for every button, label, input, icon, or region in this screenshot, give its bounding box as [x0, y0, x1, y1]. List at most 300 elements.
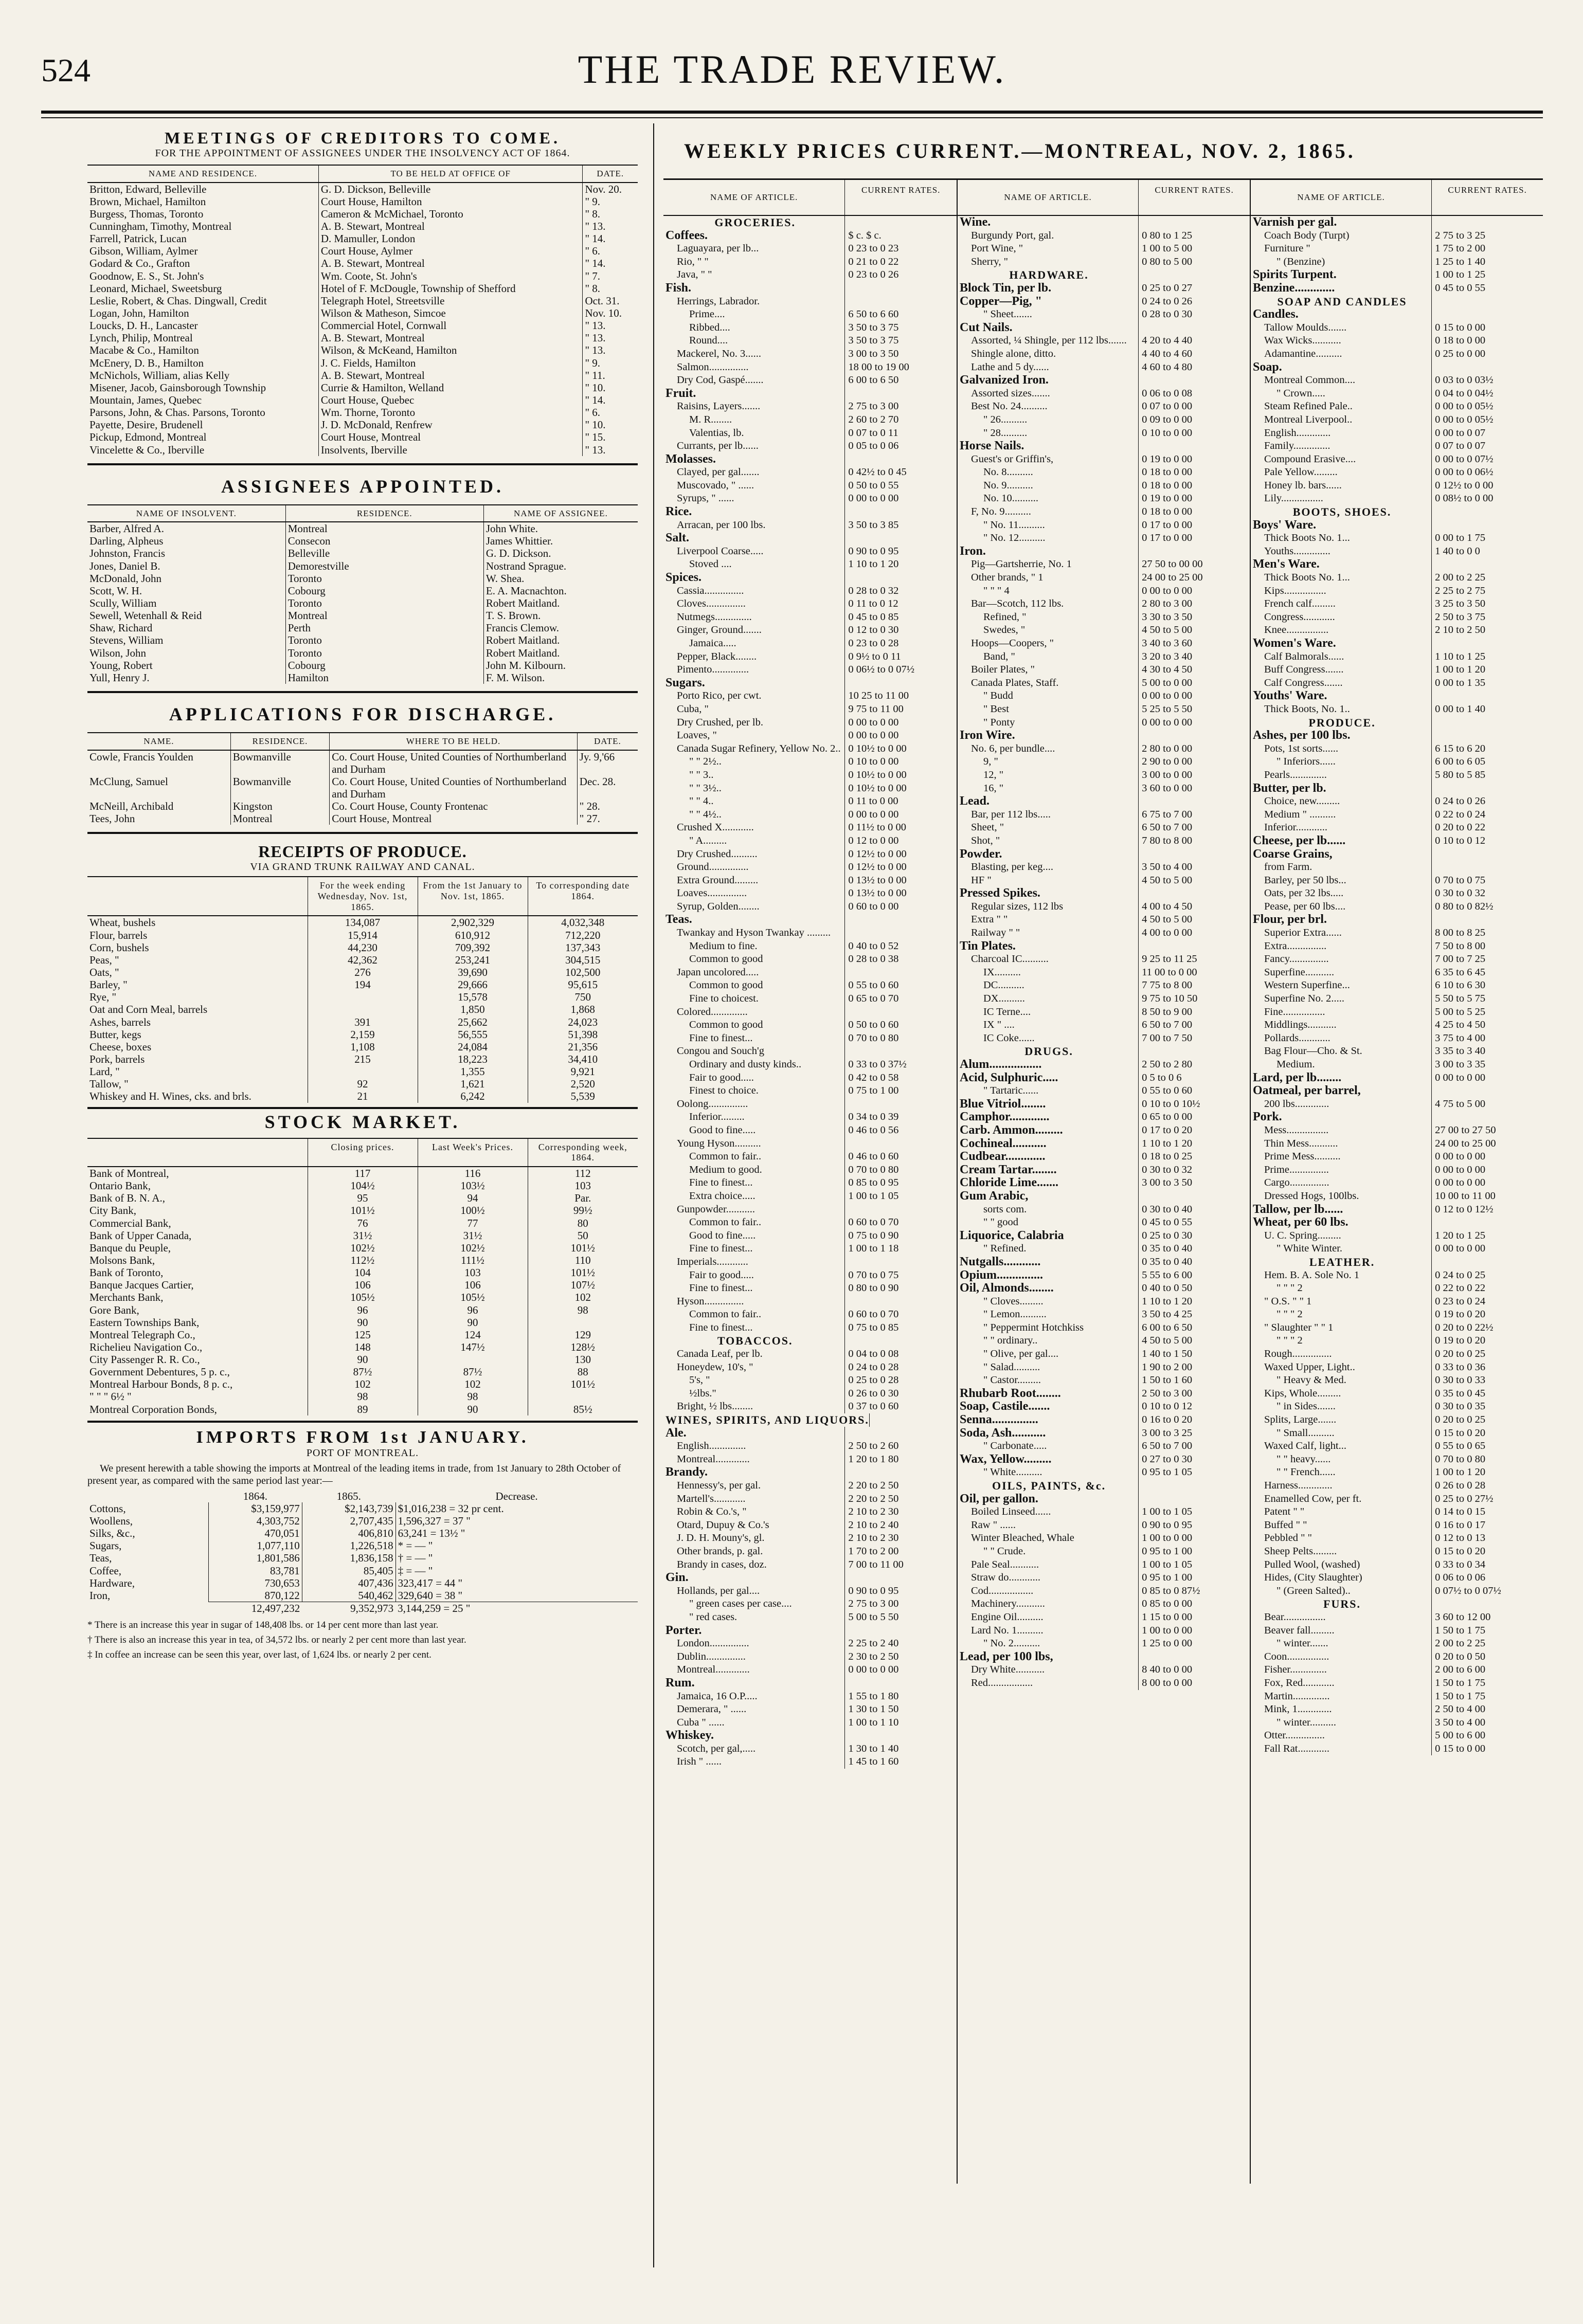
article-name: Ale. — [663, 1427, 845, 1440]
price-item — [663, 1637, 957, 1650]
price-section-heading — [958, 1045, 1250, 1058]
price-category — [663, 1427, 957, 1440]
price-item — [663, 1663, 957, 1677]
article-rate: 0 11 to 0 00 — [848, 795, 898, 807]
article-name: Kips, Whole......... — [1251, 1387, 1432, 1401]
article-rate: 0 10½ to 0 00 — [848, 742, 907, 754]
stock-cell: 117 — [308, 1167, 418, 1179]
article-rate: 0 20 to 0 25 — [1435, 1414, 1486, 1426]
imports-col-1865: 1865. — [336, 1490, 361, 1502]
price-item — [1251, 1019, 1543, 1032]
price-item — [663, 927, 957, 940]
price-section-heading — [663, 1413, 957, 1427]
article-rate: 0 00 to 0 00 — [1435, 1072, 1486, 1083]
article-rate — [845, 966, 957, 979]
article-rate: 0 15 to 0 20 — [1435, 1427, 1486, 1439]
imports-cell: 407,436 — [302, 1577, 395, 1589]
stock-cell: 105½ — [418, 1291, 528, 1303]
meetings-row — [87, 220, 638, 232]
article-name: Machinery........... — [958, 1597, 1139, 1611]
article-name: Coffees. — [663, 229, 845, 243]
price-item — [1251, 427, 1543, 440]
stock-cell: 96 — [308, 1304, 418, 1316]
receipts-row — [87, 1090, 638, 1102]
imports-col-1864: 1864. — [243, 1490, 267, 1502]
article-rate: 0 14 to 0 15 — [1435, 1506, 1486, 1518]
article-rate: 0 18 to 0 00 — [1142, 506, 1193, 518]
article-rate: 3 00 to 3 35 — [1435, 1059, 1486, 1070]
article-name: 200 lbs............. — [1251, 1098, 1432, 1111]
price-item — [1251, 1532, 1543, 1545]
article-name: Oats, per 32 lbs..... — [1251, 887, 1432, 900]
article-name: Gum Arabic, — [958, 1190, 1139, 1203]
imports-cell: 329,640 = 38 " — [395, 1589, 638, 1602]
article-name: Irish " ...... — [663, 1755, 845, 1769]
price-item — [1251, 887, 1543, 900]
price-category — [958, 1269, 1250, 1282]
imports-cell: 1,226,518 — [302, 1539, 395, 1552]
article-rate: 0 15 to 0 20 — [1435, 1545, 1486, 1557]
article-name: Other brands, " 1 — [958, 571, 1139, 585]
article-rate: 2 75 to 3 00 — [848, 401, 899, 412]
article-rate: 10 00 to 11 00 — [1435, 1190, 1496, 1202]
stock-cell: Merchants Bank, — [89, 1291, 164, 1304]
imports-cell: Iron, — [89, 1589, 111, 1602]
imports-cell: Silks, &c., — [89, 1527, 135, 1540]
article-rate: 1 30 to 1 40 — [848, 1742, 899, 1754]
price-category — [663, 1571, 957, 1585]
article-rate: 2 50 to 2 60 — [848, 1440, 899, 1452]
price-item — [1251, 1282, 1543, 1295]
article-name: Oatmeal, per barrel, — [1251, 1084, 1432, 1098]
article-rate: 0 30 to 0 33 — [1435, 1374, 1486, 1386]
price-item — [1251, 953, 1543, 966]
stock-cell: Government Debentures, 5 p. c., — [89, 1366, 230, 1378]
article-rate: 1 75 to 2 00 — [1435, 243, 1486, 255]
article-rate — [1139, 268, 1250, 282]
article-rate: 0 80 to 0 90 — [848, 1282, 899, 1294]
imports-cell: $3,159,977 — [208, 1502, 302, 1515]
imports-cell: Hardware, — [89, 1576, 135, 1589]
discharge-cell: Cowle, Francis Youlden — [89, 750, 193, 763]
article-rate: 1 00 to 1 20 — [1435, 664, 1486, 676]
article-rate: 0 42½ to 0 45 — [848, 466, 907, 478]
imports-cell: † = — " — [395, 1552, 638, 1564]
article-rate: 0 04 to 0 08 — [848, 1348, 899, 1360]
article-rate — [1432, 1216, 1543, 1229]
article-name: Common to good — [663, 953, 845, 966]
meetings-cell: Court House, Montreal — [318, 431, 583, 443]
article-name: No. 9.......... — [958, 479, 1139, 493]
article-name: HARDWARE. — [958, 268, 1139, 282]
article-name: " winter.......... — [1251, 1716, 1432, 1730]
price-item — [1251, 1308, 1543, 1321]
article-name: Cuba " ...... — [663, 1716, 845, 1730]
meetings-cell: " 14. — [583, 394, 638, 406]
article-name: " " good — [958, 1216, 1139, 1229]
stock-cell — [528, 1390, 638, 1403]
discharge-title: APPLICATIONS FOR DISCHARGE. — [169, 704, 556, 725]
article-rate: 0 25 to 0 28 — [848, 1374, 899, 1386]
price-item — [958, 1585, 1250, 1598]
price-item — [958, 1571, 1250, 1585]
assignees-cell: F. M. Wilson. — [483, 671, 638, 684]
article-name: " Carbonate..... — [958, 1440, 1139, 1453]
article-name: " Lemon.......... — [958, 1308, 1139, 1321]
article-name: Good to fine..... — [663, 1124, 845, 1137]
article-name: OILS, PAINTS, &c. — [958, 1479, 1139, 1493]
price-item — [663, 755, 957, 769]
article-name: Hollands, per gal.... — [663, 1585, 845, 1598]
imports-cell: 2,707,435 — [302, 1515, 395, 1527]
stock-cell: Par. — [528, 1192, 638, 1204]
article-rate: 6 10 to 6 30 — [1435, 979, 1486, 991]
article-rate: 0 27 to 0 30 — [1142, 1453, 1193, 1465]
article-name: BOOTS, SHOES. — [1251, 505, 1432, 519]
article-name: Charcoal IC.......... — [958, 953, 1139, 966]
meetings-cell: Currie & Hamilton, Welland — [318, 382, 583, 394]
price-item — [958, 861, 1250, 874]
price-item — [958, 229, 1250, 243]
article-name: " No. 11.......... — [958, 519, 1139, 532]
article-rate — [845, 505, 957, 519]
article-rate: 7 75 to 8 00 — [1142, 979, 1193, 991]
price-item — [1251, 650, 1543, 664]
price-item — [1251, 545, 1543, 558]
receipts-row — [87, 966, 638, 978]
article-rate: 0 06 to 0 06 — [1435, 1572, 1486, 1584]
price-item — [663, 374, 957, 387]
price-item — [958, 808, 1250, 822]
article-rate: 0 90 to 0 95 — [848, 545, 899, 557]
price-item — [1251, 1558, 1543, 1572]
assignees-cell: John White. — [483, 522, 638, 535]
article-name: Burgundy Port, gal. — [958, 229, 1139, 243]
meetings-cell: G. D. Dickson, Belleville — [318, 183, 583, 195]
article-rate: 0 15 to 0 00 — [1435, 1742, 1486, 1754]
article-name: Salt. — [663, 532, 845, 545]
price-item — [958, 900, 1250, 914]
article-name: Cochineal........... — [958, 1137, 1139, 1151]
article-name: Rum. — [663, 1677, 845, 1690]
article-rate: 0 07 to 0 07 — [1435, 440, 1486, 452]
price-category — [958, 1400, 1250, 1413]
meetings-cell: Cameron & McMichael, Toronto — [318, 208, 583, 220]
receipts-cell — [308, 991, 418, 1003]
article-name: Wine. — [958, 216, 1139, 229]
article-rate — [1139, 848, 1250, 861]
assignees-row — [87, 647, 638, 659]
article-name: Assorted sizes....... — [958, 387, 1139, 401]
article-rate: 0 37 to 0 60 — [848, 1401, 899, 1412]
stock-row — [87, 1390, 638, 1403]
discharge-rows — [87, 750, 638, 825]
stock-cell: City Bank, — [89, 1204, 137, 1217]
price-item — [663, 650, 957, 664]
assignees-col-assignee: NAME OF ASSIGNEE. — [483, 505, 638, 522]
imports-subtitle: PORT OF MONTREAL. — [306, 1447, 419, 1459]
col-name-header: NAME OF ARTICLE. — [958, 180, 1139, 215]
price-category — [958, 1098, 1250, 1111]
price-item — [958, 769, 1250, 782]
meetings-cell: J. C. Fields, Hamilton — [318, 357, 583, 369]
article-name: Hides, (City Slaughter) — [1251, 1571, 1432, 1585]
article-rate: 0 65 to 0 00 — [1142, 1111, 1193, 1123]
article-rate — [845, 1427, 957, 1440]
article-rate: 2 50 to 3 00 — [1142, 1387, 1193, 1399]
article-name: F, No. 9.......... — [958, 505, 1139, 519]
price-item — [663, 874, 957, 887]
price-item — [958, 479, 1250, 493]
article-rate: 8 00 to 0 00 — [1142, 1677, 1193, 1688]
price-item — [663, 689, 957, 703]
price-item — [663, 834, 957, 848]
article-rate: 0 05 to 0 06 — [848, 440, 899, 452]
article-rate: 3 40 to 3 60 — [1142, 638, 1193, 649]
meetings-row — [87, 282, 638, 295]
price-category — [1251, 729, 1543, 742]
weekly-prices-grid — [663, 178, 1543, 2184]
price-item — [663, 1361, 957, 1374]
article-name: Ground............... — [663, 861, 845, 874]
price-category — [958, 848, 1250, 861]
price-item — [663, 1650, 957, 1664]
assignees-cell: Stevens, William — [89, 634, 164, 647]
assignees-cell: Hamilton — [285, 671, 483, 684]
imports-footnote-2: † There is also an increase this year in tea, of 34,572 lbs. or nearly 2 per cent more than last year. — [87, 1634, 466, 1645]
article-name: Fine to finest... — [663, 1321, 845, 1335]
price-category — [958, 1164, 1250, 1177]
article-rate: 0 10 to 0 12 — [1142, 1401, 1193, 1412]
article-rate: 1 10 to 1 20 — [1142, 1137, 1193, 1149]
stock-title: STOCK MARKET. — [264, 1111, 461, 1132]
article-name: Sugars. — [663, 677, 845, 690]
meetings-cell: Godard & Co., Grafton — [89, 257, 190, 270]
discharge-col-where: WHERE TO BE HELD. — [330, 733, 578, 750]
article-rate: 0 23 to 0 24 — [1435, 1295, 1486, 1307]
price-item — [663, 1308, 957, 1321]
article-name: Pressed Spikes. — [958, 887, 1139, 900]
assignees-cell: Toronto — [285, 572, 483, 585]
price-item — [663, 1374, 957, 1387]
article-rate — [1139, 216, 1250, 229]
price-item — [1251, 1150, 1543, 1164]
price-item — [663, 1006, 957, 1019]
price-category — [663, 532, 957, 545]
meetings-cell: " 8. — [583, 208, 638, 220]
imports-cell: Woollens, — [89, 1515, 133, 1528]
article-name: U. C. Spring......... — [1251, 1229, 1432, 1243]
article-name: Bright, ½ lbs........ — [663, 1400, 845, 1413]
article-rate — [845, 1137, 957, 1151]
price-category — [958, 321, 1250, 335]
article-rate: 0 15 to 0 00 — [1435, 321, 1486, 333]
article-rate: 0 18 to 0 00 — [1142, 479, 1193, 491]
discharge-cell: Co. Court House, United Counties of Northumberland and Durham — [330, 775, 578, 800]
article-name: Fancy............... — [1251, 953, 1432, 966]
article-name: Laguayara, per lb... — [663, 242, 845, 256]
receipts-cell: 6,242 — [418, 1090, 528, 1102]
stock-cell: Bank of B. N. A., — [89, 1192, 165, 1205]
meetings-cell: Insolvents, Iberville — [318, 444, 583, 456]
price-item — [958, 1361, 1250, 1374]
divider — [87, 1421, 638, 1423]
article-name: Canada Leaf, per lb. — [663, 1348, 845, 1361]
article-name: DX.......... — [958, 992, 1139, 1006]
price-item — [958, 1597, 1250, 1611]
stock-cell: 103½ — [418, 1179, 528, 1192]
article-rate: 0 00 to 0 00 — [1435, 1164, 1486, 1175]
article-rate: 4 50 to 5 00 — [1142, 1335, 1193, 1347]
meetings-cell: Goodnow, E. S., St. John's — [89, 269, 204, 282]
article-rate — [1139, 795, 1250, 808]
article-rate: 0 20 to 0 25 — [1435, 1348, 1486, 1360]
price-item — [958, 624, 1250, 637]
article-name: Robin & Co.'s, " — [663, 1505, 845, 1519]
meetings-cell: McEnery, D. B., Hamilton — [89, 356, 204, 369]
article-name: Benzine............. — [1251, 282, 1432, 295]
stock-cell: Molsons Bank, — [89, 1254, 155, 1266]
article-rate: 1 00 to 1 10 — [848, 1716, 899, 1728]
article-name: Pepper, Black........ — [663, 650, 845, 664]
stock-cell: 99½ — [528, 1204, 638, 1217]
article-name: Brandy. — [663, 1466, 845, 1479]
article-rate: 0 00 to 0 00 — [1142, 585, 1193, 596]
article-name: Fine to finest... — [663, 1282, 845, 1295]
article-name: " winter....... — [1251, 1637, 1432, 1650]
price-item — [663, 1084, 957, 1098]
article-name: Montreal Liverpool.. — [1251, 413, 1432, 427]
price-item — [663, 558, 957, 571]
imports-col-item — [87, 1490, 208, 1502]
meetings-cell: Misener, Jacob, Gainsborough Township — [89, 381, 266, 394]
article-name: Hennessy's, per gal. — [663, 1479, 845, 1493]
price-item — [663, 1321, 957, 1335]
receipts-cell: 39,690 — [418, 966, 528, 978]
article-name: Extra............... — [1251, 940, 1432, 953]
article-name: Furniture " — [1251, 242, 1432, 256]
article-name: Inferior......... — [663, 1111, 845, 1124]
receipts-cell: Ashes, barrels — [89, 1015, 151, 1028]
imports-cell: 323,417 = 44 " — [395, 1577, 638, 1589]
receipts-title: RECEIPTS OF PRODUCE. — [258, 842, 467, 861]
article-rate — [1432, 295, 1543, 308]
article-name: Common to fair.. — [663, 1150, 845, 1164]
receipts-cell: 1,621 — [418, 1078, 528, 1090]
price-item — [958, 519, 1250, 532]
stock-cell: 101½ — [528, 1378, 638, 1390]
receipts-cell: 51,398 — [528, 1028, 638, 1041]
assignees-cell: Montreal — [285, 609, 483, 622]
article-name: Other brands, p. gal. — [663, 1545, 845, 1558]
assignees-cell: Robert Maitland. — [483, 634, 638, 646]
meetings-row — [87, 183, 638, 195]
receipts-table — [87, 876, 638, 1102]
article-name: Pebbled " " — [1251, 1532, 1432, 1545]
receipts-cell: 253,241 — [418, 954, 528, 966]
imports-cell: 85,405 — [302, 1565, 395, 1577]
assignees-row — [87, 560, 638, 572]
article-name: " " 4.. — [663, 795, 845, 808]
article-name: Dry White........... — [958, 1663, 1139, 1677]
stock-row — [87, 1179, 638, 1192]
article-rate — [1139, 1493, 1250, 1506]
price-item — [663, 466, 957, 479]
article-rate: 0 40 to 0 50 — [1142, 1282, 1193, 1294]
price-item — [1251, 1466, 1543, 1479]
article-rate: 0 60 to 0 70 — [848, 1309, 899, 1320]
article-rate: 0 24 to 0 25 — [1435, 1269, 1486, 1281]
price-item — [663, 321, 957, 335]
stock-cell: Richelieu Navigation Co., — [89, 1340, 203, 1353]
receipts-cell: 276 — [308, 966, 418, 978]
article-rate: 0 20 to 0 22 — [1435, 822, 1486, 833]
price-item — [663, 492, 957, 505]
article-name: Molasses. — [663, 453, 845, 466]
stock-cell: 106 — [308, 1279, 418, 1291]
price-item — [1251, 387, 1543, 401]
price-item — [663, 1137, 957, 1151]
price-item — [663, 1242, 957, 1256]
article-rate: 0 06½ to 0 07½ — [848, 664, 915, 676]
receipts-row — [87, 1078, 638, 1090]
article-name: Bear................ — [1251, 1611, 1432, 1624]
price-item — [1251, 900, 1543, 914]
price-category — [1251, 308, 1543, 321]
article-rate: 0 22 to 0 22 — [1435, 1282, 1486, 1294]
article-name: Best No. 24.......... — [958, 400, 1139, 413]
imports-cell: Coffee, — [89, 1564, 122, 1577]
receipts-row — [87, 991, 638, 1003]
price-item — [1251, 624, 1543, 637]
article-name: Teas. — [663, 913, 845, 927]
article-name: Guest's or Griffin's, — [958, 453, 1139, 466]
article-name: Jamaica..... — [663, 637, 845, 650]
price-item — [663, 519, 957, 532]
article-name: 12, " — [958, 769, 1139, 782]
stock-row — [87, 1304, 638, 1316]
receipts-cell: 391 — [308, 1016, 418, 1028]
article-rate: 5 25 to 5 50 — [1142, 703, 1193, 715]
article-name: " Inferiors...... — [1251, 755, 1432, 769]
article-rate: 0 85 to 0 00 — [1142, 1598, 1193, 1610]
price-item — [958, 256, 1250, 269]
stock-cell: 128½ — [528, 1341, 638, 1353]
article-name: Block Tin, per lb. — [958, 282, 1139, 295]
article-rate: 8 40 to 0 00 — [1142, 1664, 1193, 1676]
article-rate: 0 25 to 0 27½ — [1435, 1493, 1494, 1504]
article-name: " Slaughter " " 1 — [1251, 1321, 1432, 1335]
price-item — [663, 1124, 957, 1137]
article-name: Coon................ — [1251, 1650, 1432, 1664]
price-item — [1251, 1690, 1543, 1703]
article-rate: 0 25 to 0 27 — [1142, 282, 1193, 294]
meetings-cell: " 9. — [583, 195, 638, 208]
article-name: Fair to good..... — [663, 1269, 845, 1282]
article-rate: 1 25 to 1 40 — [1435, 256, 1486, 267]
stock-row — [87, 1229, 638, 1242]
price-item — [1251, 1176, 1543, 1190]
article-rate: 0 25 to 0 00 — [1435, 348, 1486, 359]
article-rate: 0 46 to 0 56 — [848, 1124, 899, 1136]
price-item — [958, 1611, 1250, 1624]
article-name: No. 8.......... — [958, 466, 1139, 479]
article-name: Boiler Plates, " — [958, 663, 1139, 677]
article-name: Syrups, " ...... — [663, 492, 845, 505]
assignees-row — [87, 659, 638, 671]
meetings-cell: Wilson, & McKeand, Hamilton — [318, 344, 583, 356]
article-rate: 2 80 to 3 00 — [1142, 598, 1193, 610]
